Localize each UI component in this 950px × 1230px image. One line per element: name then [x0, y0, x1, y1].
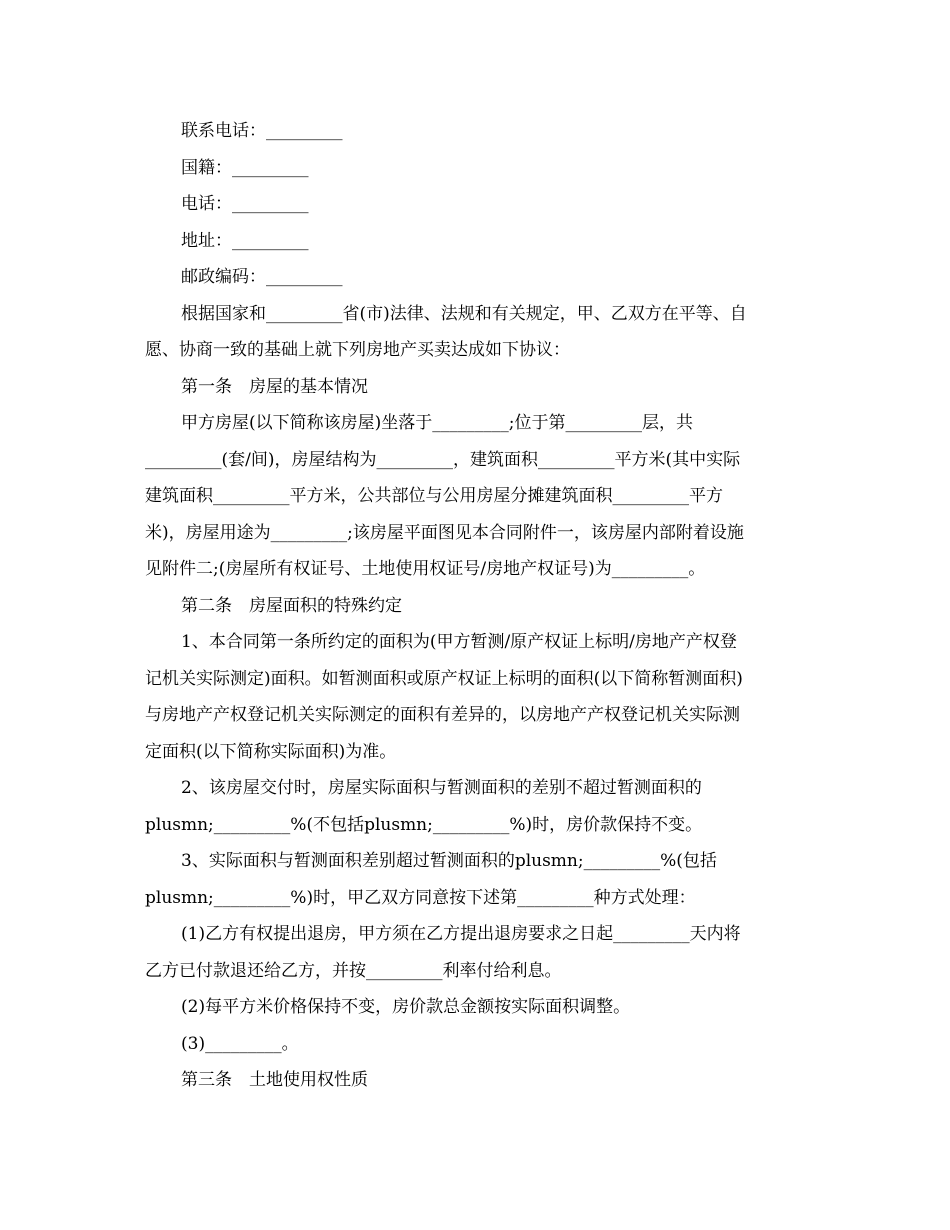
nationality-line: 国籍：_________ [181, 157, 309, 178]
article-1-text-line-2: _________(套/间)，房屋结构为_________，建筑面积_________平方米(其中实际 [145, 449, 741, 470]
clause-2-2-line-2: plusmn;_________%(不包括plusmn;_________%)时，房价款保持不变。 [145, 814, 703, 835]
article-1-text-line-5: 见附件二;(房屋所有权证号、土地使用权证号/房地产权证号)为_________。 [145, 559, 706, 579]
postal-code-line: 邮政编码：_________ [181, 267, 343, 287]
preamble-line-2: 愿、协商一致的基础上就下列房地产买卖达成如下协议： [145, 340, 570, 360]
clause-2-2-line-1: 2、该房屋交付时，房屋实际面积与暂测面积的差别不超过暂测面积的 [181, 778, 702, 798]
phone-line: 电话：_________ [181, 194, 309, 214]
address-line: 地址：_________ [181, 230, 309, 251]
clause-2-1-line-2: 记机关实际测定)面积。如暂测面积或原产权证上标明的面积(以下简称暂测面积) [145, 668, 743, 689]
clause-2-3-line-1: 3、实际面积与暂测面积差别超过暂测面积的plusmn;_________%(包括 [181, 851, 717, 871]
option-2-line: (2)每平方米价格保持不变，房价款总金额按实际面积调整。 [181, 997, 631, 1017]
article-1-text-line-4: 米)，房屋用途为_________;该房屋平面图见本合同附件一，该房屋内部附着设施 [145, 522, 744, 543]
article-3-heading: 第三条 土地使用权性质 [181, 1070, 368, 1090]
article-2-heading: 第二条 房屋面积的特殊约定 [181, 595, 402, 616]
contact-phone-line: 联系电话：_________ [181, 121, 343, 141]
preamble-line-1: 根据国家和_________省(市)法律、法规和有关规定，甲、乙双方在平等、自 [181, 303, 747, 324]
option-1-line-2: 乙方已付款退还给乙方，并按_________利率付给利息。 [145, 960, 562, 981]
clause-2-1-line-3: 与房地产产权登记机关实际测定的面积有差异的，以房地产产权登记机关实际测 [145, 705, 740, 725]
article-1-heading: 第一条 房屋的基本情况 [181, 376, 368, 397]
clause-2-3-line-2: plusmn;_________%)时，甲乙双方同意按下述第_________种方式处理： [145, 887, 696, 908]
clause-2-1-line-4: 定面积(以下简称实际面积)为准。 [145, 741, 397, 762]
document-page [145, 113, 810, 1099]
option-1-line-1: (1)乙方有权提出退房，甲方须在乙方提出退房要求之日起_________天内将 [181, 924, 741, 944]
option-3-line: (3)_________。 [181, 1033, 299, 1054]
clause-2-1-line-1: 1、本合同第一条所约定的面积为(甲方暂测/原产权证上标明/房地产产权登 [181, 632, 737, 652]
article-1-text-line-1: 甲方房屋(以下简称该房屋)坐落于_________;位于第_________层，共 [181, 413, 693, 433]
article-1-text-line-3: 建筑面积_________平方米，公共部位与公用房屋分摊建筑面积_________平方 [145, 486, 723, 506]
